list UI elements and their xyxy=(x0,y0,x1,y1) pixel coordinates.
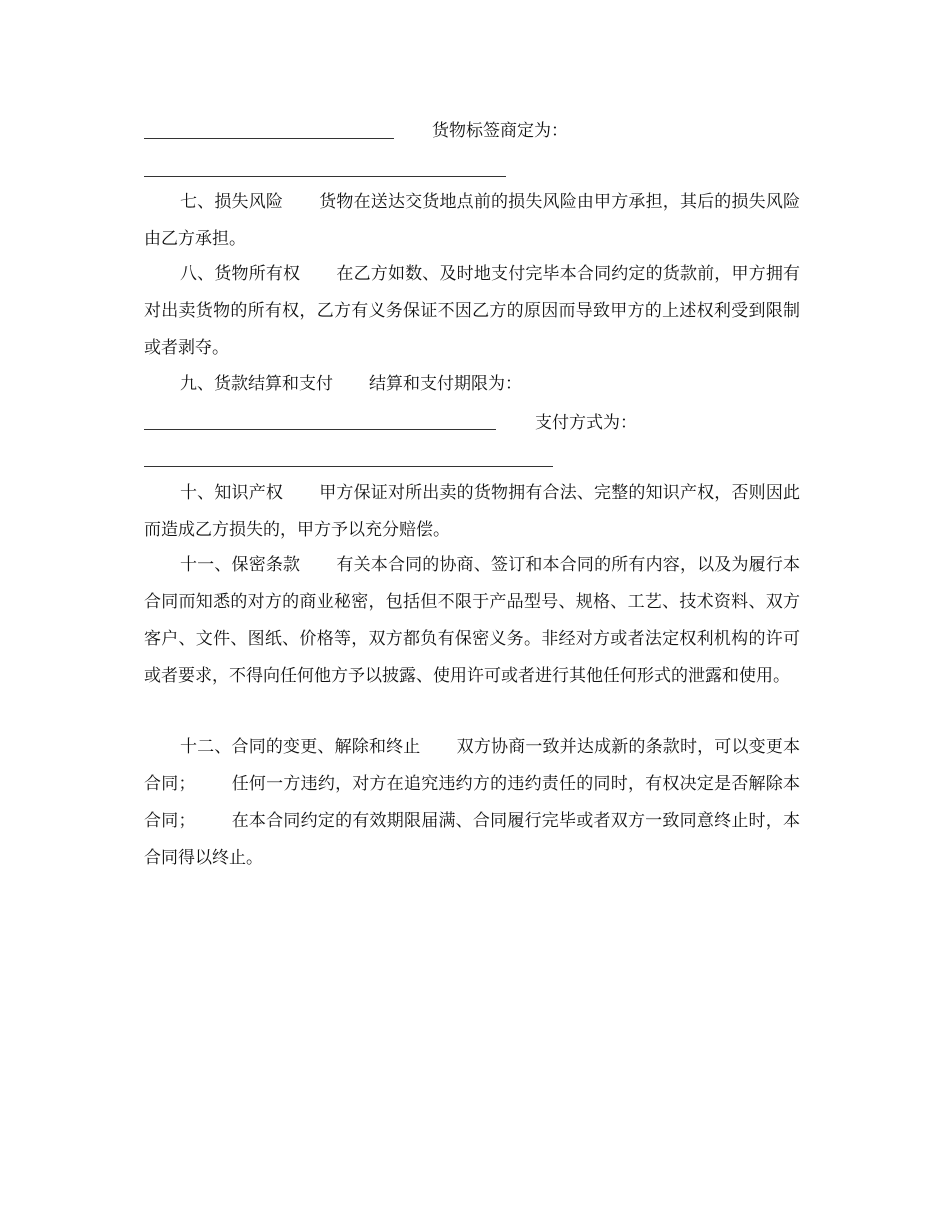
section-10-body: 甲方保证对所出卖的货物拥有合法、完整的知识产权，否则因此而造成乙方损失的，甲方予以充分赔偿。 xyxy=(144,483,801,540)
section-11-title: 十一、保密条款 xyxy=(180,555,301,575)
section-12-body-3: 在本合同约定的有效期限届满、合同履行完毕或者双方一致同意终止时，本合同得以终止。 xyxy=(144,811,801,868)
section-7-paragraph xyxy=(144,184,800,258)
section-11-body: 有关本合同的协商、签订和本合同的所有内容，以及为履行本合同而知悉的对方的商业秘密，包括但不限于产品型号、规格、工艺、技术资料、双方客户、文件、图纸、价格等，双方都负有保密义务。非经对方或者法定权利机构的许可或者要求，不得向任何他方予以披露、使用许可或者进行其他任何形式的泄露和使用。 xyxy=(144,555,801,686)
section-9-title: 九、货款结算和支付 xyxy=(180,374,333,394)
section-11-paragraph xyxy=(144,547,800,695)
blank-line-goods-label xyxy=(144,176,506,177)
blank-line-before-label xyxy=(144,138,394,139)
section-9-paragraph xyxy=(144,366,800,403)
section-12-paragraph xyxy=(144,729,800,877)
section-7-title: 七、损失风险 xyxy=(180,192,284,212)
section-8-title: 八、货物所有权 xyxy=(180,264,301,284)
section-7-body: 货物在送达交货地点前的损失风险由甲方承担，其后的损失风险由乙方承担。 xyxy=(144,192,801,249)
section-10-paragraph xyxy=(144,475,800,549)
section-12-body-2: 任何一方违约，对方在追究违约方的违约责任的同时，有权决定是否解除本合同； xyxy=(144,774,801,831)
blank-line-payment-method xyxy=(144,466,553,467)
section-8-paragraph xyxy=(144,256,800,367)
section-9-body: 结算和支付期限为： xyxy=(369,374,522,394)
section-12-body-1: 双方协商一致并达成新的条款时，可以变更本合同； xyxy=(144,737,801,794)
section-8-body: 在乙方如数、及时地支付完毕本合同约定的货款前，甲方拥有对出卖货物的所有权，乙方有义务保证不因乙方的原因而导致甲方的上述权利受到限制或者剥夺。 xyxy=(144,264,801,358)
blank-line-payment-term xyxy=(144,429,496,430)
goods-label-caption: 货物标签商定为： xyxy=(432,121,568,141)
section-10-title: 十、知识产权 xyxy=(180,483,284,503)
section-12-title: 十二、合同的变更、解除和终止 xyxy=(180,737,421,757)
payment-method-caption: 支付方式为： xyxy=(535,413,637,433)
